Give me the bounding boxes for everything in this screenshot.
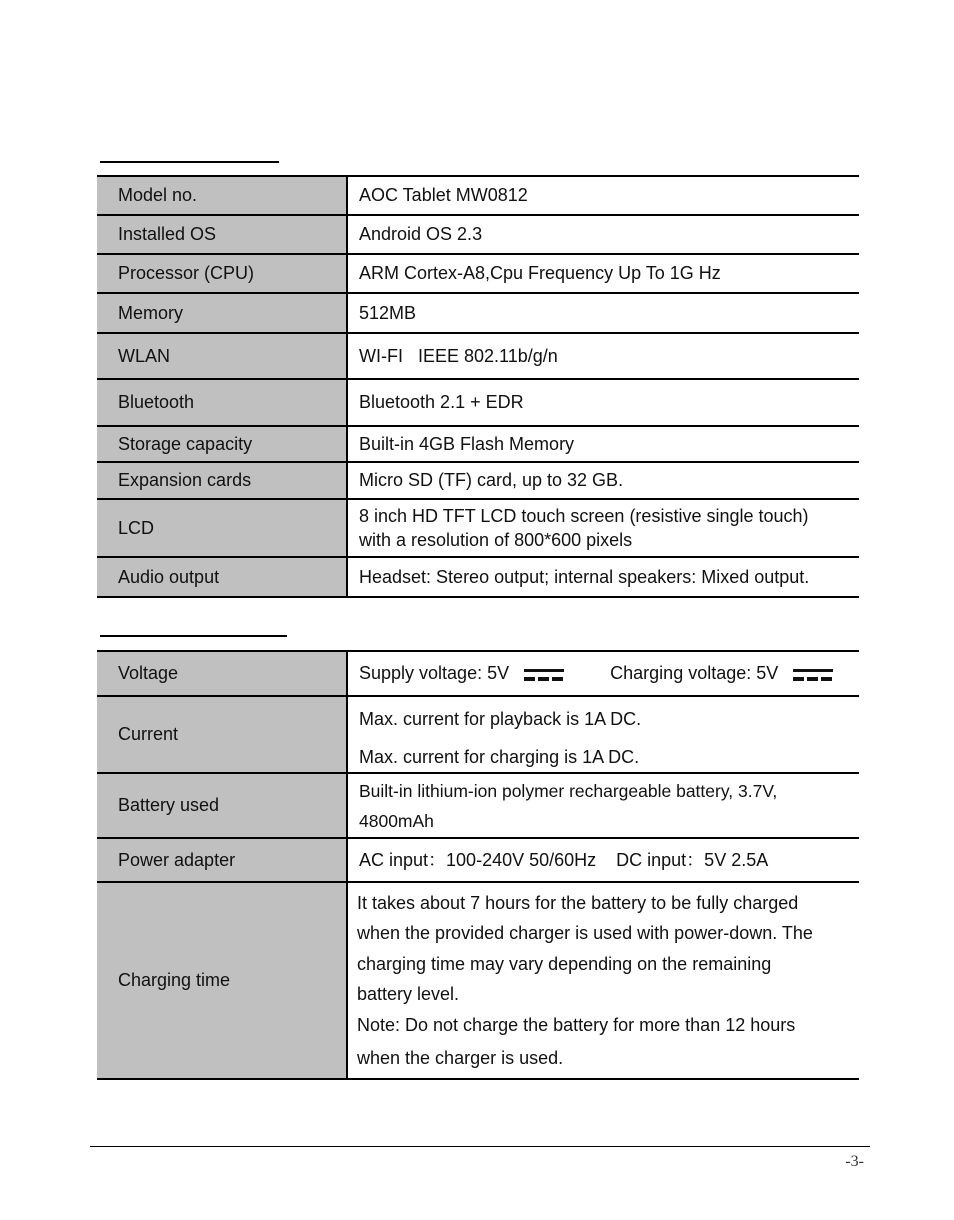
spec-label: Installed OS [97, 215, 347, 254]
power-label: Power adapter [97, 838, 347, 882]
specifications-table [97, 175, 859, 598]
power-value [347, 882, 859, 1079]
spec-value: Built-in 4GB Flash Memory [347, 426, 859, 462]
power-value-line: when the charger is used. [357, 1048, 564, 1068]
power-label: Current [97, 696, 347, 773]
spec-label: WLAN [97, 333, 347, 379]
spec-label: Expansion cards [97, 462, 347, 499]
power-value-line: 4800mAh [359, 810, 434, 831]
table-row [97, 499, 859, 557]
power-value-line: Max. current for playback is 1A DC. [359, 708, 642, 729]
spec-label: Model no. [97, 176, 347, 215]
spec-label: Memory [97, 293, 347, 333]
power-value [347, 773, 859, 838]
spec-value: AOC Tablet MW0812 [347, 176, 859, 215]
table-row [97, 773, 859, 838]
table-row [97, 462, 859, 499]
power-value: AC input：100-240V 50/60Hz DC input：5V 2.5A [347, 838, 859, 882]
spec-value: Headset: Stereo output; internal speakers: Mixed output. [347, 557, 859, 597]
dc-voltage-icon [524, 667, 564, 683]
spec-label: Storage capacity [97, 426, 347, 462]
charging-voltage-text: Charging voltage: 5V [610, 663, 779, 684]
table-row [97, 254, 859, 293]
table-row [97, 557, 859, 597]
spec-label: Bluetooth [97, 379, 347, 426]
spec-value: 512MB [347, 293, 859, 333]
table-row [97, 176, 859, 215]
power-table [97, 650, 859, 1080]
spec-label: LCD [97, 499, 347, 557]
table-row [97, 293, 859, 333]
spec-value-line: 8 inch HD TFT LCD touch screen (resistive single touch) [359, 505, 809, 526]
table-row [97, 379, 859, 426]
power-value-line: Built-in lithium-ion polymer rechargeable battery, 3.7V, [359, 780, 778, 801]
table-row [97, 333, 859, 379]
power-value-line: charging time may vary depending on the remaining [357, 953, 772, 974]
power-value-line: Note: Do not charge the battery for more than 12 hours [357, 1014, 796, 1035]
page-number: -3- [845, 1153, 864, 1170]
table-row [97, 838, 859, 882]
spec-value: ARM Cortex-A8,Cpu Frequency Up To 1G Hz [347, 254, 859, 293]
spec-label: Processor (CPU) [97, 254, 347, 293]
footer-rule [90, 1146, 870, 1147]
power-label: Voltage [97, 651, 347, 696]
power-label: Charging time [97, 882, 347, 1079]
table-row [97, 882, 859, 1079]
dc-voltage-icon [793, 667, 833, 683]
power-value-line: battery level. [357, 984, 460, 1004]
spec-value: Android OS 2.3 [347, 215, 859, 254]
spec-value-line: with a resolution of 800*600 pixels [359, 530, 633, 550]
spec-value: Micro SD (TF) card, up to 32 GB. [347, 462, 859, 499]
table-row [97, 696, 859, 773]
power-value-line: It takes about 7 hours for the battery to be fully charged [357, 892, 799, 913]
spec-value [347, 499, 859, 557]
section-heading-underline-power [100, 635, 287, 637]
spec-label: Audio output [97, 557, 347, 597]
table-row [97, 426, 859, 462]
spec-value: Bluetooth 2.1 + EDR [347, 379, 859, 426]
power-value-line: Max. current for charging is 1A DC. [359, 746, 640, 767]
section-heading-underline-specs [100, 161, 279, 163]
power-label: Battery used [97, 773, 347, 838]
power-value [347, 651, 859, 696]
table-row [97, 651, 859, 696]
spec-value: WI-FI IEEE 802.11b/g/n [347, 333, 859, 379]
supply-voltage-text: Supply voltage: 5V [359, 663, 510, 684]
power-value-line: when the provided charger is used with power-down. The [357, 923, 813, 943]
table-row [97, 215, 859, 254]
power-value [347, 696, 859, 773]
